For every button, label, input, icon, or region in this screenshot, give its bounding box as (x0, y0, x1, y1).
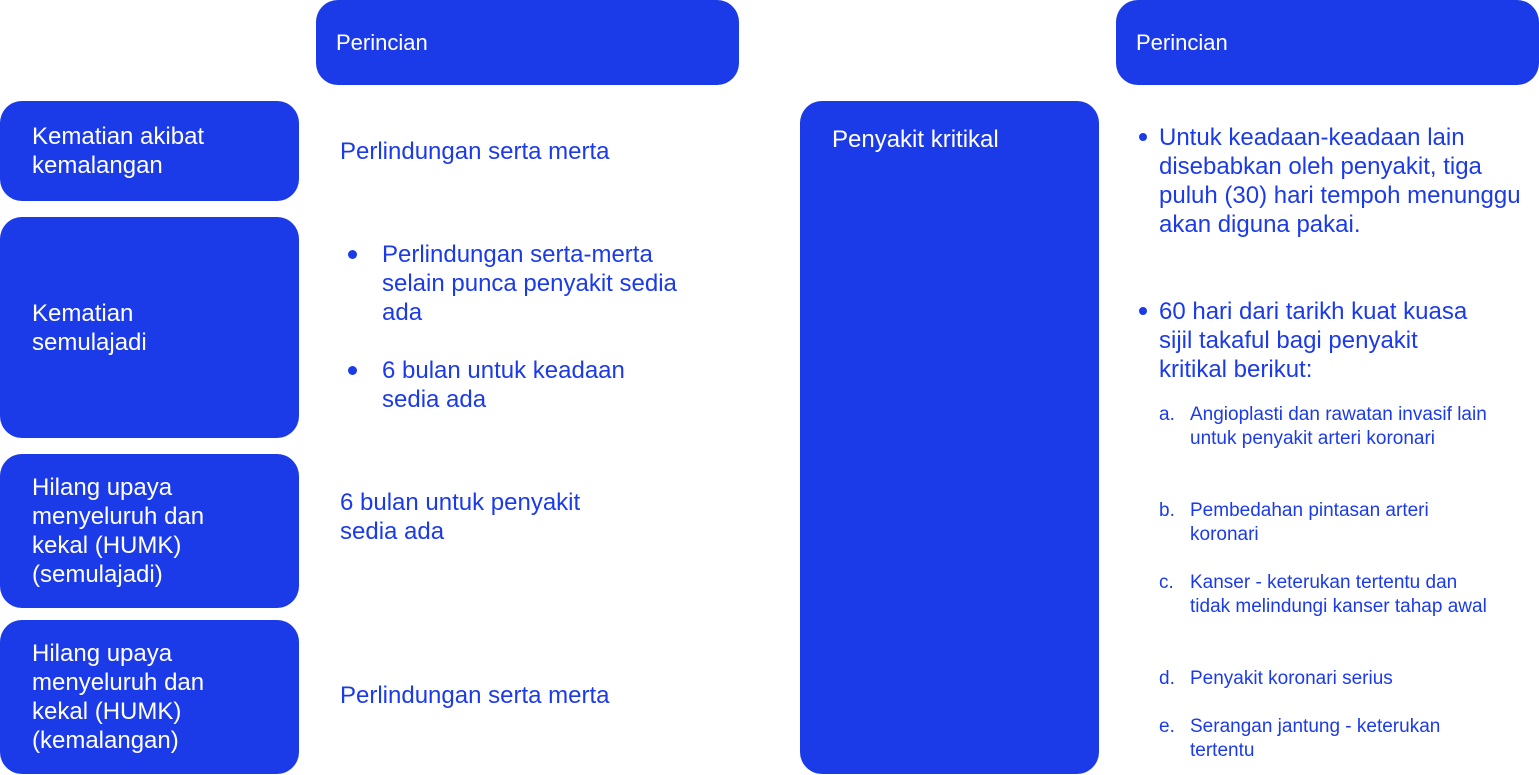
left-details-header-label: Perincian (336, 29, 428, 55)
sub-item-letter: a. (1159, 404, 1175, 425)
sub-item-letter: e. (1159, 716, 1175, 737)
sub-item-text: Pembedahan pintasan arteri koronari (1190, 500, 1429, 545)
critical-illness-bullet-1: Untuk keadaan-keadaan lain disebabkan oleh penyakit, tiga puluh (30) hari tempoh menunggu akan diguna pakai. (1159, 124, 1521, 238)
detail-accidental-death: Perlindungan serta merta (340, 138, 610, 165)
right-details-header (1116, 0, 1539, 85)
detail-humk-natural: 6 bulan untuk penyakit sedia ada (340, 489, 581, 545)
category-label: Kematian akibat kemalangan (32, 123, 205, 179)
sub-item-text: Penyakit koronari serius (1190, 668, 1393, 689)
category-accidental-death (0, 101, 299, 201)
sub-item-text: Kanser - keterukan tertentu dan tidak melindungi kanser tahap awal (1190, 572, 1487, 617)
category-humk-accident (0, 620, 299, 774)
sub-item-text: Angioplasti dan rawatan invasif lain untuk penyakit arteri koronari (1190, 404, 1487, 449)
category-critical-illness (800, 101, 1099, 774)
sub-item-letter: d. (1159, 668, 1175, 689)
category-label: Penyakit kritikal (832, 126, 999, 153)
left-details-header (316, 0, 739, 85)
category-natural-death (0, 217, 299, 438)
bullet-dot (348, 250, 357, 259)
bullet-dot (1139, 133, 1147, 141)
category-label: Hilang upaya menyeluruh dan kekal (HUMK) (kemalangan) (32, 640, 205, 754)
category-label: Hilang upaya menyeluruh dan kekal (HUMK) (semulajadi) (32, 474, 205, 588)
bullet-dot (348, 366, 357, 375)
sub-item-letter: b. (1159, 500, 1175, 521)
critical-illness-bullet-2: 60 hari dari tarikh kuat kuasa sijil takaful bagi penyakit kritikal berikut: (1159, 298, 1468, 383)
sub-item-letter: c. (1159, 572, 1174, 593)
category-humk-natural (0, 454, 299, 608)
category-label: Kematian semulajadi (32, 299, 147, 356)
detail-humk-accident: Perlindungan serta merta (340, 682, 610, 709)
bullet-dot (1139, 307, 1147, 315)
sub-item-text: Serangan jantung - keterukan tertentu (1190, 716, 1441, 761)
detail-natural-death-bullet-2: 6 bulan untuk keadaan sedia ada (382, 357, 625, 413)
detail-natural-death-bullet-1: Perlindungan serta-merta selain punca penyakit sedia ada (382, 241, 677, 326)
right-details-header-label: Perincian (1136, 29, 1228, 55)
